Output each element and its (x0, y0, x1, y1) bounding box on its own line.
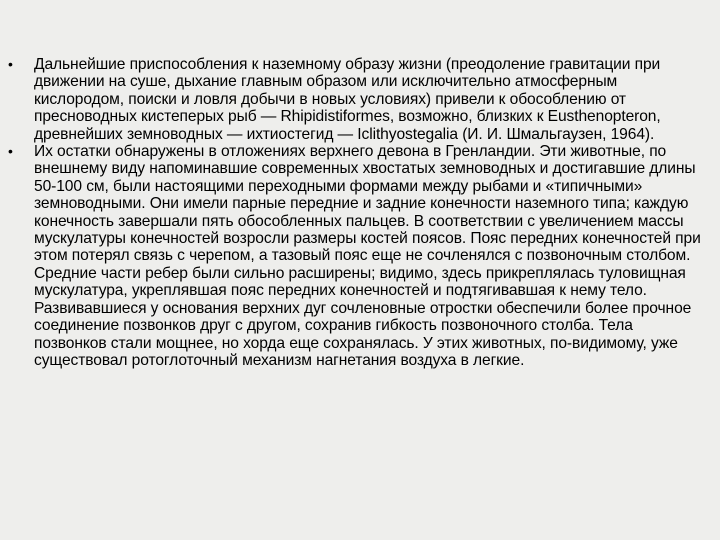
bullet-text: Их остатки обнаружены в отложениях верхнего девона в Гренландии. Эти животные, по внешнему виду напоминавшие современных хвостатых земноводных и достигавшие длины 50-100 см, были настоящими переходными формами между рыбами и «типичными» земноводными. Они имели парные передние и задние конечности наземного типа; каждую конечность завершали пять обособленных пальцев. В соответствии с увеличением массы мускулатуры конечностей возросли размеры костей поясов. Пояс передних конечностей при этом потерял связь с черепом, а тазовый пояс еще не сочленялся с позвоночным столбом. Средние части ребер были сильно расширены; видимо, здесь прикреплялась туловищная мускулатура, укреплявшая пояс передних конечностей и подтягивавшая к нему тело. Развивавшиеся у основания верхних дуг сочленовные отростки обеспечили более прочное соединение позвонков друг с другом, сохранив гибкость позвоночного столба. Тела позвонков стали мощнее, но хорда еще сохранялась. У этих животных, по-видимому, уже существовал ротоглоточный механизм нагнетания воздуха в легкие. (34, 143, 701, 369)
bullet-list (0, 56, 720, 369)
bullet-icon: • (8, 56, 13, 72)
bullet-icon: • (8, 143, 13, 160)
bullet-text: Дальнейшие приспособления к наземному образу жизни (преодоление гравитации при движении на суше, дыхание главным образом или исключительно атмосферным кислородом, поиски и ловля добычи в новых условиях) привели к обособлению от пресноводных кистеперых рыб — Rhipidistiformes, возможно, близких к Eusthenopteron, древнейших земноводных — ихтиостегид — Iclithyostegalia (И. И. Шмальгаузен, 1964). (34, 56, 661, 143)
bullet-item-remains (0, 143, 720, 369)
bullet-item-origin (0, 56, 720, 143)
